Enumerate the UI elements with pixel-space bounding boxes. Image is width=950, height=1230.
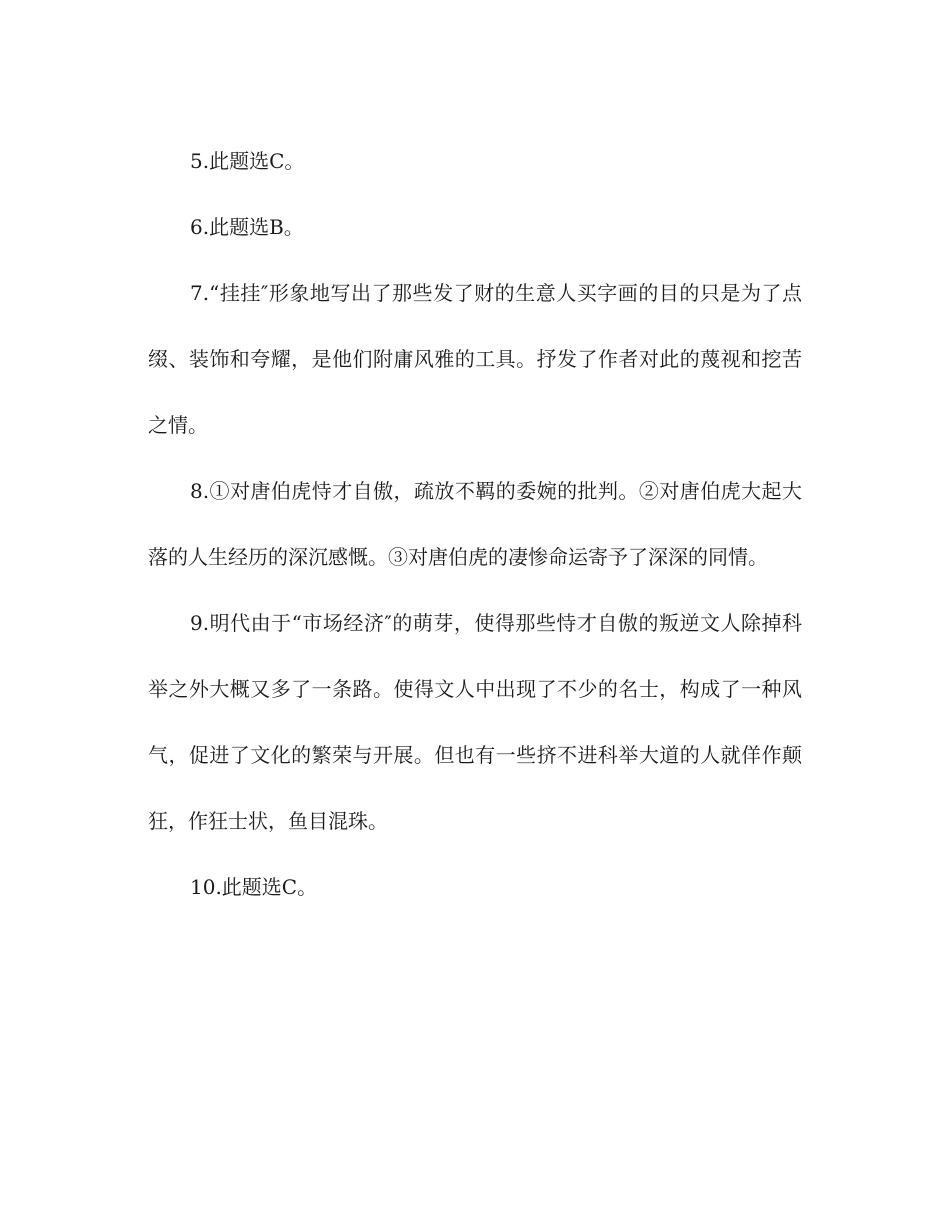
answer-8: 8.①对唐伯虎恃才自傲，疏放不羁的委婉的批判。②对唐伯虎大起大落的人生经历的深沉感慨。③对唐伯虎的凄惨命运寄予了深深的同情。 — [148, 479, 802, 569]
answer-7: 7.“挂挂″形象地写出了那些发了财的生意人买字画的目的只是为了点缀、装饰和夸耀，是他们附庸风雅的工具。抒发了作者对此的蔑视和挖苦之情。 — [148, 281, 802, 437]
answer-9: 9.明代由于“市场经济″的萌芽，使得那些恃才自傲的叛逆文人除掉科举之外大概又多了一条路。使得文人中出现了不少的名士，构成了一种风气，促进了文化的繁荣与开展。但也有一些挤不进科举大道的人就佯作颠狂，作狂士状，鱼目混珠。 — [148, 611, 802, 833]
answer-10: 10.此题选C。 — [190, 875, 318, 899]
answer-5: 5.此题选C。 — [190, 149, 305, 173]
answer-6: 6.此题选B。 — [190, 215, 304, 239]
